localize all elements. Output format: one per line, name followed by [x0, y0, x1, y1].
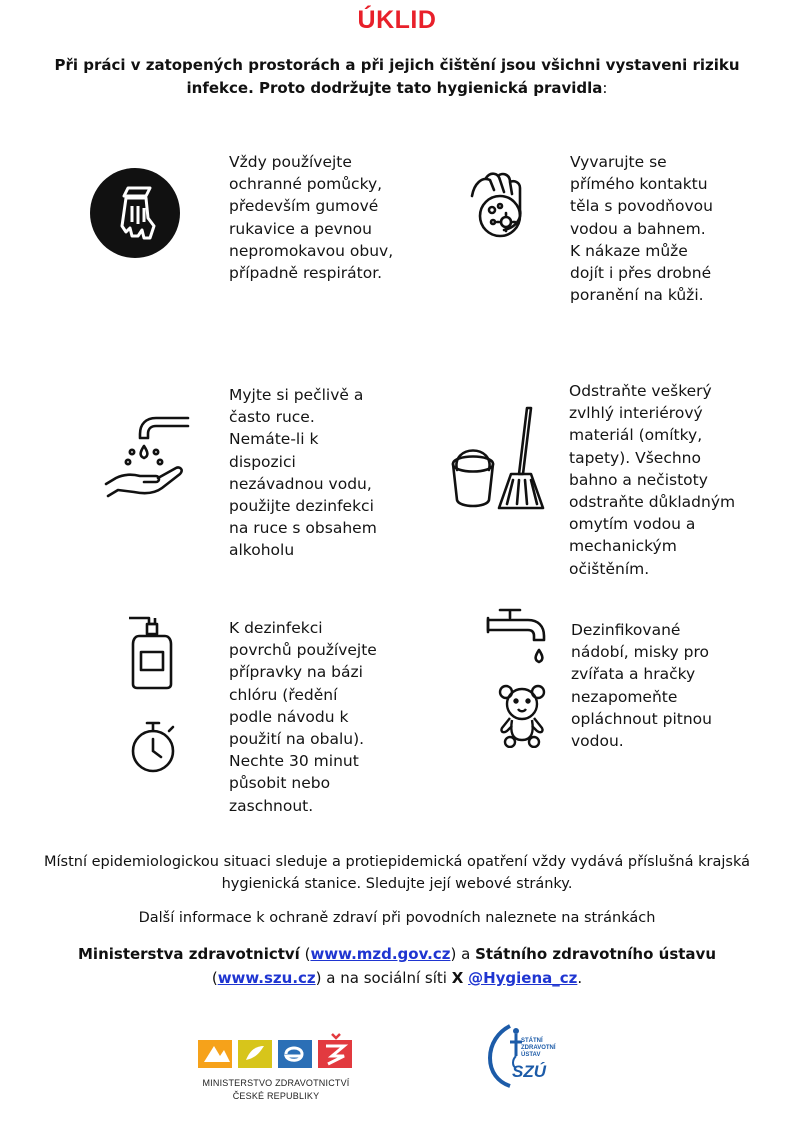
- glove-icon: [88, 166, 182, 260]
- bucket-broom-icon: [447, 404, 547, 514]
- text-line: zvlhlý interiérový: [569, 404, 703, 423]
- text-line: rukavice a pevnou: [229, 219, 372, 238]
- text-line: často ruce.: [229, 408, 315, 427]
- ministry-logo-caption: [196, 1078, 356, 1101]
- text-line: dojít i přes drobné: [570, 264, 712, 283]
- text-line: opláchnout pitnou: [571, 709, 712, 728]
- text-line: Dezinfikované: [571, 621, 681, 639]
- szu-link[interactable]: www.szu.cz: [217, 969, 316, 987]
- intro-colon: :: [602, 79, 608, 97]
- rule-rinse-items: [571, 619, 712, 752]
- text-line: zaschnout.: [229, 796, 314, 815]
- ministry-logo: [198, 1032, 354, 1070]
- text-line: přímého kontaktu: [570, 175, 708, 194]
- teddy-bear-icon: [496, 684, 548, 748]
- intro-text: Při práci v zatopených prostorách a při jejich čištění jsou všichni vystaveni riziku infekce. Proto dodržujte tato hygienická pravidla: [54, 56, 740, 97]
- text-line: povrchů používejte: [229, 641, 377, 660]
- text-line: Vždy používejte: [229, 153, 352, 171]
- text-line: nezávadnou vodu,: [229, 474, 372, 493]
- text-line: nepromokavou obuv,: [229, 241, 394, 260]
- rule-disinfect-surfaces: [229, 617, 377, 817]
- text-line: Nechte 30 minut: [229, 752, 359, 771]
- text-line: tapety). Všechno: [569, 448, 701, 467]
- water-tap-icon: [484, 604, 550, 672]
- punct: ) a: [450, 945, 476, 963]
- szu-logo-text: SZÚ: [512, 1062, 546, 1081]
- text-line: mechanickým: [569, 537, 677, 556]
- ministry-logo-line1: MINISTERSTVO ZDRAVOTNICTVÍ: [202, 1078, 350, 1088]
- text-line: K nákaze může: [570, 241, 688, 260]
- text-line: přípravky na bázi: [229, 663, 363, 682]
- szu-name: Státního zdravotního ústavu: [475, 945, 716, 963]
- text-line: materiál (omítky,: [569, 426, 703, 445]
- text-line: chlóru (ředění: [229, 685, 338, 704]
- footer-info-text: Další informace k ochraně zdraví při povodních naleznete na stránkách: [138, 910, 656, 926]
- text-line: očištěním.: [569, 559, 650, 578]
- text-line: ochranné pomůcky,: [229, 175, 383, 194]
- text-line: dispozici: [229, 452, 296, 471]
- szu-small-3: ÚSTAV: [521, 1052, 541, 1058]
- stopwatch-icon: [129, 719, 179, 775]
- text-line: použití na obalu).: [229, 730, 365, 749]
- handwash-icon: [104, 412, 196, 504]
- szu-small-text: [521, 1038, 556, 1059]
- szu-small-1: STÁTNÍ: [521, 1038, 543, 1044]
- punct: .: [577, 969, 583, 987]
- punct: (: [299, 945, 311, 963]
- text-line: podle návodu k: [229, 707, 349, 726]
- intro-paragraph: [50, 54, 744, 100]
- text-line: zvířata a hračky: [571, 665, 696, 684]
- text-line: omytím vodou a: [569, 515, 696, 534]
- text-line: alkoholu: [229, 541, 295, 560]
- mzd-link[interactable]: www.mzd.gov.cz: [310, 945, 451, 963]
- ministry-name: Ministerstva zdravotnictví: [78, 945, 300, 963]
- text-line: bahno a nečistoty: [569, 470, 708, 489]
- text-line: použijte dezinfekci: [229, 497, 374, 516]
- footer-sources: [40, 942, 754, 990]
- rule-avoid-contact: [570, 151, 713, 306]
- disinfectant-bottle-icon: [127, 614, 175, 690]
- text-line: nádobí, misky pro: [571, 643, 710, 662]
- text-line: vodou.: [571, 732, 624, 751]
- text-line: těla s povodňovou: [570, 197, 713, 216]
- text-line: především gumové: [229, 197, 379, 216]
- text-line: Nemáte-li k: [229, 430, 319, 449]
- szu-small-2: ZDRAVOTNÍ: [521, 1045, 556, 1051]
- social-text: ) a na sociální síti: [315, 969, 452, 987]
- text-line: odstraňte důkladným: [569, 493, 736, 512]
- rule-remove-material: [569, 380, 735, 580]
- text-line: Odstraňte veškerý: [569, 382, 712, 400]
- text-line: K dezinfekci: [229, 619, 323, 637]
- text-line: poranění na kůži.: [570, 286, 704, 305]
- rule-protective-gear: [229, 151, 393, 284]
- text-line: působit nebo: [229, 774, 331, 793]
- punct: (: [211, 969, 218, 987]
- page-title: ÚKLID: [357, 6, 437, 34]
- rule-wash-hands: [229, 384, 377, 562]
- text-line: Vyvarujte se: [570, 153, 667, 171]
- text-line: vodou a bahnem.: [570, 219, 706, 238]
- footer-situation-text: Místní epidemiologickou situaci sleduje a protiepidemická opatření vždy vydává příslušná krajská hygienická stanice. Sledujte její webové stránky.: [44, 854, 750, 892]
- text-line: Myjte si pečlivě a: [229, 386, 364, 404]
- text-line: na ruce s obsahem: [229, 519, 377, 538]
- text-line: případně respirátor.: [229, 264, 383, 283]
- x-network: X: [451, 969, 464, 987]
- hand-germ-icon: [464, 170, 536, 248]
- hygiena-handle-link[interactable]: @Hygiena_cz: [468, 969, 578, 987]
- text-line: nezapomeňte: [571, 687, 678, 706]
- ministry-logo-line2: ČESKÉ REPUBLIKY: [232, 1091, 320, 1101]
